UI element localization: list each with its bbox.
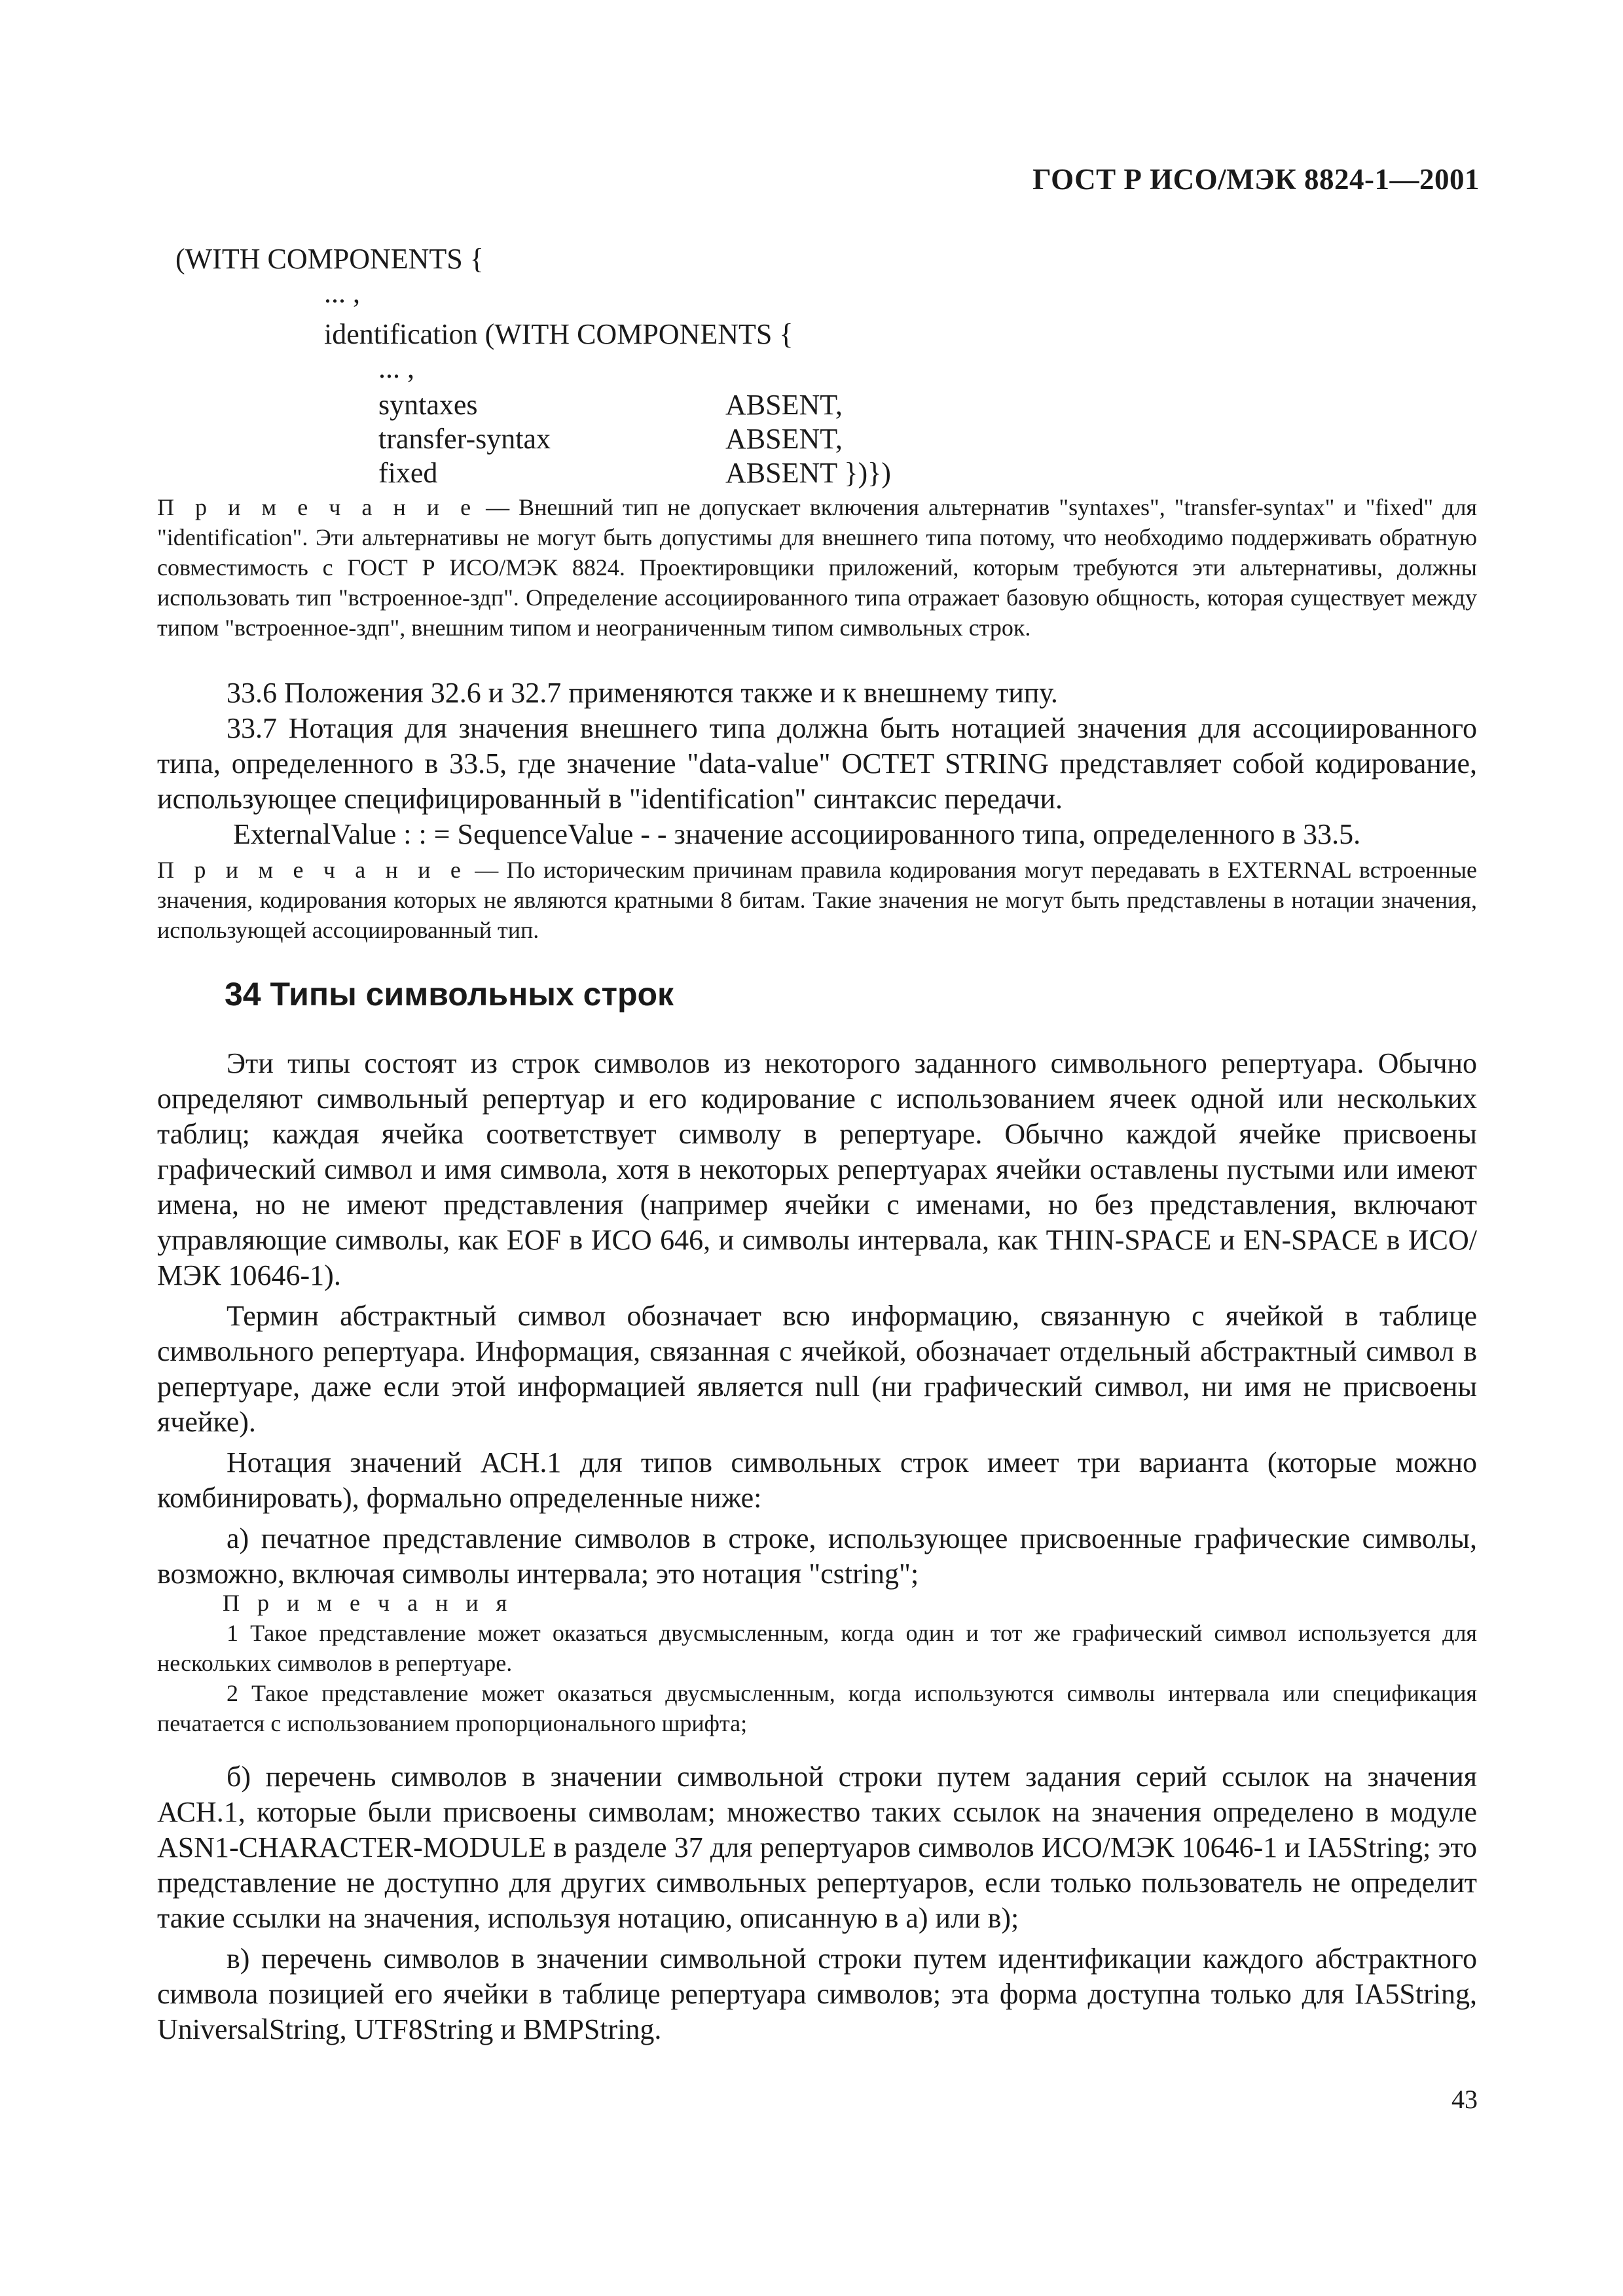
note-item-1: 1 Такое представление может оказаться двусмысленным, когда один и тот же графический символ используется для нескольких символов в репертуаре. <box>157 1620 1477 1676</box>
list-item-a: а) печатное представление символов в строке, использующее присвоенные графические символы, возможно, включая символы интервала; это нотация "cstring"; <box>157 1522 1477 1590</box>
notes-label <box>157 1588 1477 1618</box>
note-block-2 <box>157 855 1477 945</box>
note-label: П р и м е ч а н и е <box>157 857 467 883</box>
note-text: — По историческим причинам правила кодирования могут передавать в EXTERNAL встроенные значения, кодирования которых не являются кратными 8 битам. Такие значения не могут быть представлены в нотации значения, использующей ассоциированный тип. <box>157 857 1477 943</box>
paragraph-34-2: Термин абстрактный символ обозначает всю информацию, связанную с ячейкой в таблице символьного репертуара. Информация, связанная с ячейкой, обозначает отдельный абстрактный символ в репертуаре, даже если этой информацией является null (ни графический символ, ни имя не присвоены ячейке). <box>157 1300 1477 1438</box>
code-row-name: syntaxes <box>378 389 478 421</box>
code-row-value: ABSENT, <box>725 389 843 421</box>
section-34-body <box>157 1046 1477 1592</box>
paragraph-34-1: Эти типы состоят из строк символов из некоторого заданного символьного репертуара. Обычно определяют символьный репертуар и его кодирование с использованием ячеек одной или нескольких таблиц; каждая ячейка соответствует символу в репертуаре. Обычно каждой ячейке присвоены графический символ и имя символа, хотя в некоторых репертуарах ячейки оставлены пустыми или имеют имена, но не имеют представления (например ячейки с именами, но без представления, включают управляющие символы, как EOF в ИСО 646, и символы интервала, как THIN-SPACE и EN-SPACE в ИСО/МЭК 10646-1). <box>157 1047 1477 1291</box>
note-text: — Внешний тип не допускает включения альтернатив "syntaxes", "transfer-syntax" и "fixed" для "identification". Эти альтернативы не могут быть допустимы для внешнего типа потому, что необходимо поддерживать обратную совместимость с ГОСТ Р ИСО/МЭК 8824. Проектировщики приложений, которым требуются эти альтернативы, должны использовать тип "встроенное-здп". Определение ассоциированного типа отражает базовую общность, которая существует между типом "встроенное-здп", внешним типом и неограниченным типом символьных строк. <box>157 494 1477 641</box>
list-items-b-v <box>157 1759 1477 2047</box>
paragraph-34-3: Нотация значений АСН.1 для типов символьных строк имеет три варианта (которые можно комбинировать), формально определенные ниже: <box>157 1446 1477 1514</box>
note-item-2: 2 Такое представление может оказаться двусмысленным, когда используются символы интервала или спецификация печатается с использованием пропорционального шрифта; <box>157 1680 1477 1736</box>
list-item-v: в) перечень символов в значении символьной строки путем идентификации каждого абстрактного символа позицией его ячейки в таблице репертуара символов; эта форма доступна только для IA5String, UniversalString, UTF8String и BMPString. <box>157 1943 1477 2045</box>
note-label: П р и м е ч а н и е <box>157 494 477 520</box>
notes-label-text: П р и м е ч а н и я <box>223 1590 513 1616</box>
code-line-with-components: (WITH COMPONENTS { <box>175 243 484 275</box>
code-row-value: ABSENT, <box>725 423 843 455</box>
code-line-ellipsis-inner: ... , <box>378 352 414 384</box>
code-line-ellipsis: ... , <box>324 277 360 309</box>
document-header: ГОСТ Р ИСО/МЭК 8824-1—2001 <box>1032 163 1480 196</box>
list-item-b: б) перечень символов в значении символьной строки путем задания серий ссылок на значения АСН.1, которые были присвоены символам; множество таких ссылок на значения определено в модуле ASN1-CHARACTER-MODULE в разделе 37 для репертуаров символов ИСО/МЭК 10646-1 и IA5String; это представление не доступно для других символьных репертуаров, если только пользователь не определит такие ссылки на значения, используя нотацию, описанную в а) или в); <box>157 1761 1477 1934</box>
code-row-name: transfer-syntax <box>378 423 551 455</box>
section-heading: 34 Типы символьных строк <box>225 976 674 1013</box>
note-paragraph <box>157 492 1477 643</box>
note-paragraph <box>157 855 1477 945</box>
external-value-definition: ExternalValue : : = SequenceValue - - значение ассоциированного типа, определенного в 33.5. <box>233 818 1361 850</box>
paragraph-33-6: 33.6 Положения 32.6 и 32.7 применяются также и к внешнему типу. <box>227 677 1058 709</box>
page-number: 43 <box>1451 2085 1478 2114</box>
code-line-identification: identification (WITH COMPONENTS { <box>324 318 793 350</box>
section-33-paragraphs <box>157 675 1477 852</box>
paragraph-33-7: 33.7 Нотация для значения внешнего типа должна быть нотацией значения для ассоциированного типа, определенного в 33.5, где значение "data-value" OCTET STRING представляет собой кодирование, использующее специфицированный в "identification" синтаксис передачи. <box>157 712 1477 815</box>
notes-block-3 <box>157 1588 1477 1738</box>
note-block-1 <box>157 492 1477 643</box>
code-row-value: ABSENT })}) <box>725 457 891 489</box>
code-row-name: fixed <box>378 457 438 489</box>
